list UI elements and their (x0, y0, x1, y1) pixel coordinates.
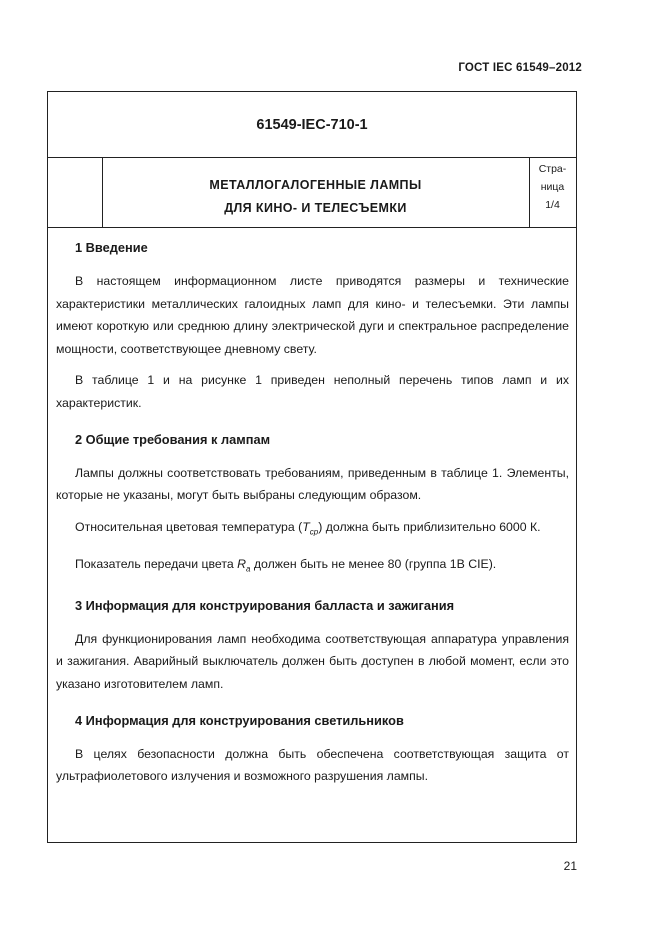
sheet-frame (47, 91, 577, 843)
page-number: 21 (563, 859, 577, 873)
section-ballast-ignition (56, 595, 569, 696)
paragraph: В настоящем информационном листе приводятся размеры и технические характеристики металлических галоидных ламп для кино- и телесъемки. Эти лампы имеют короткую или среднюю длину электрической дуги и спектральное распределение мощности, соответствующее дневному свету. (56, 274, 569, 356)
section-luminaire-design (56, 710, 569, 788)
paragraph-color-rendering: Показатель передачи цвета $R_a$ должен быть не менее 80 (группа 1В CIE). (75, 556, 497, 574)
paragraph: В таблице 1 и на рисунке 1 приведен неполный перечень типов ламп и их характеристик. (56, 373, 569, 410)
sheet-body (56, 237, 569, 802)
page-value: 1/4 (545, 199, 560, 211)
section-introduction (56, 237, 569, 415)
sheet-title-line-2: ДЛЯ КИНО- И ТЕЛЕСЪЕМКИ (224, 201, 407, 215)
page-label-2: ница (540, 181, 565, 193)
page-cell (529, 157, 576, 227)
sheet-title-line-1: МЕТАЛЛОГАЛОГЕННЫЕ ЛАМПЫ (209, 178, 422, 192)
title-left-cell (48, 157, 103, 227)
section-heading: 2 Общие требования к лампам (75, 431, 271, 447)
title-row (48, 157, 576, 228)
page-label-1: Стра- (538, 163, 567, 175)
standard-designation: ГОСТ IEC 61549–2012 (458, 62, 582, 74)
section-general-requirements (56, 429, 569, 581)
paragraph: Для функционирования ламп необходима соответствующая аппаратура управления и зажигания. Аварийный выключатель должен быть доступен в любой момент, если это указано изготовителем ламп. (56, 631, 569, 692)
paragraph-color-temperature: Относительная цветовая температура $(T_{cp})$ должна быть приблизительно 6000 К. (75, 519, 541, 537)
section-heading: 4 Информация для конструирования светильников (75, 712, 404, 728)
sheet-id: 61549-IEC-710-1 (48, 92, 576, 158)
paragraph: В целях безопасности должна быть обеспечена соответствующая защита от ультрафиолетового излучения и возможного разрушения лампы. (56, 746, 569, 784)
section-heading: 1 Введение (75, 240, 148, 255)
sheet-title (102, 157, 530, 227)
section-heading: 3 Информация для конструирования балласта и зажигания (75, 597, 455, 613)
paragraph: Лампы должны соответствовать требованиям, приведенным в таблице 1. Элементы, которые не указаны, могут быть выбраны следующим образом. (56, 465, 569, 503)
